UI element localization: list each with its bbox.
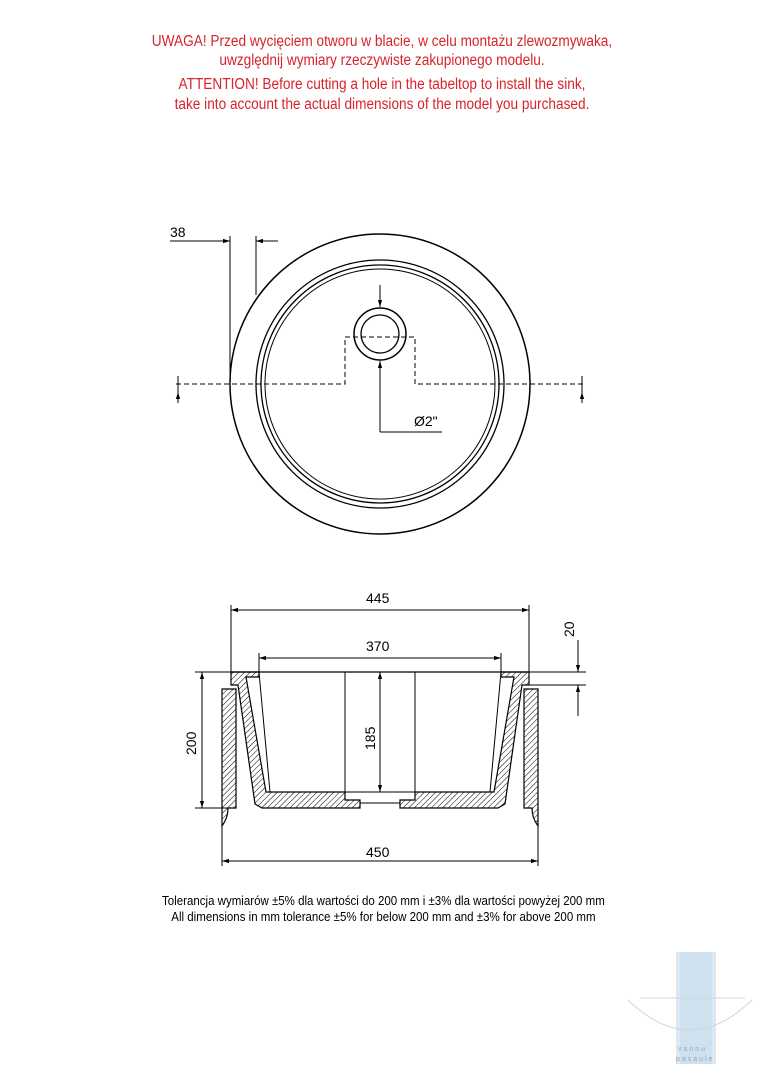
total-height-label: 200 xyxy=(183,731,199,755)
section-view xyxy=(183,590,586,866)
watermark-text-1: vannu xyxy=(678,1046,708,1053)
rim-height-label: 20 xyxy=(561,621,577,637)
warning-line-en-2: take into account the actual dimensions of the model you purchased. xyxy=(174,96,590,113)
warning-line-en-1: ATTENTION! Before cutting a hole in the tabeltop to install the sink, xyxy=(178,76,586,93)
countertop-left xyxy=(222,689,236,826)
outer-width-label: 445 xyxy=(366,590,390,606)
tolerance-note-en: All dimensions in mm tolerance ±5% for below 200 mm and ±3% for above 200 mm xyxy=(171,910,596,924)
watermark-text-2: pasaule xyxy=(676,1056,715,1063)
drain-inner-circle xyxy=(361,315,399,353)
sink-body-right xyxy=(400,672,529,808)
rim-width-label: 38 xyxy=(170,224,186,240)
inner-width-label: 370 xyxy=(366,638,390,654)
drain-outer-circle xyxy=(354,308,406,360)
sink-body-left xyxy=(231,672,360,808)
countertop-right xyxy=(524,689,538,826)
tolerance-note-pl: Tolerancja wymiarów ±5% dla wartości do 200 mm i ±3% dla wartości powyżej 200 mm xyxy=(162,894,605,908)
top-view xyxy=(170,224,584,534)
warning-line-pl-2: uwzględnij wymiary rzeczywiste zakupionego modelu. xyxy=(219,52,545,69)
bowl-depth-label: 185 xyxy=(362,726,378,750)
warning-line-pl-1: UWAGA! Przed wycięciem otworu w blacie, w celu montażu zlewozmywaka, xyxy=(151,33,613,50)
cutout-width-label: 450 xyxy=(366,844,390,860)
drain-diameter-label: Ø2" xyxy=(414,413,438,429)
